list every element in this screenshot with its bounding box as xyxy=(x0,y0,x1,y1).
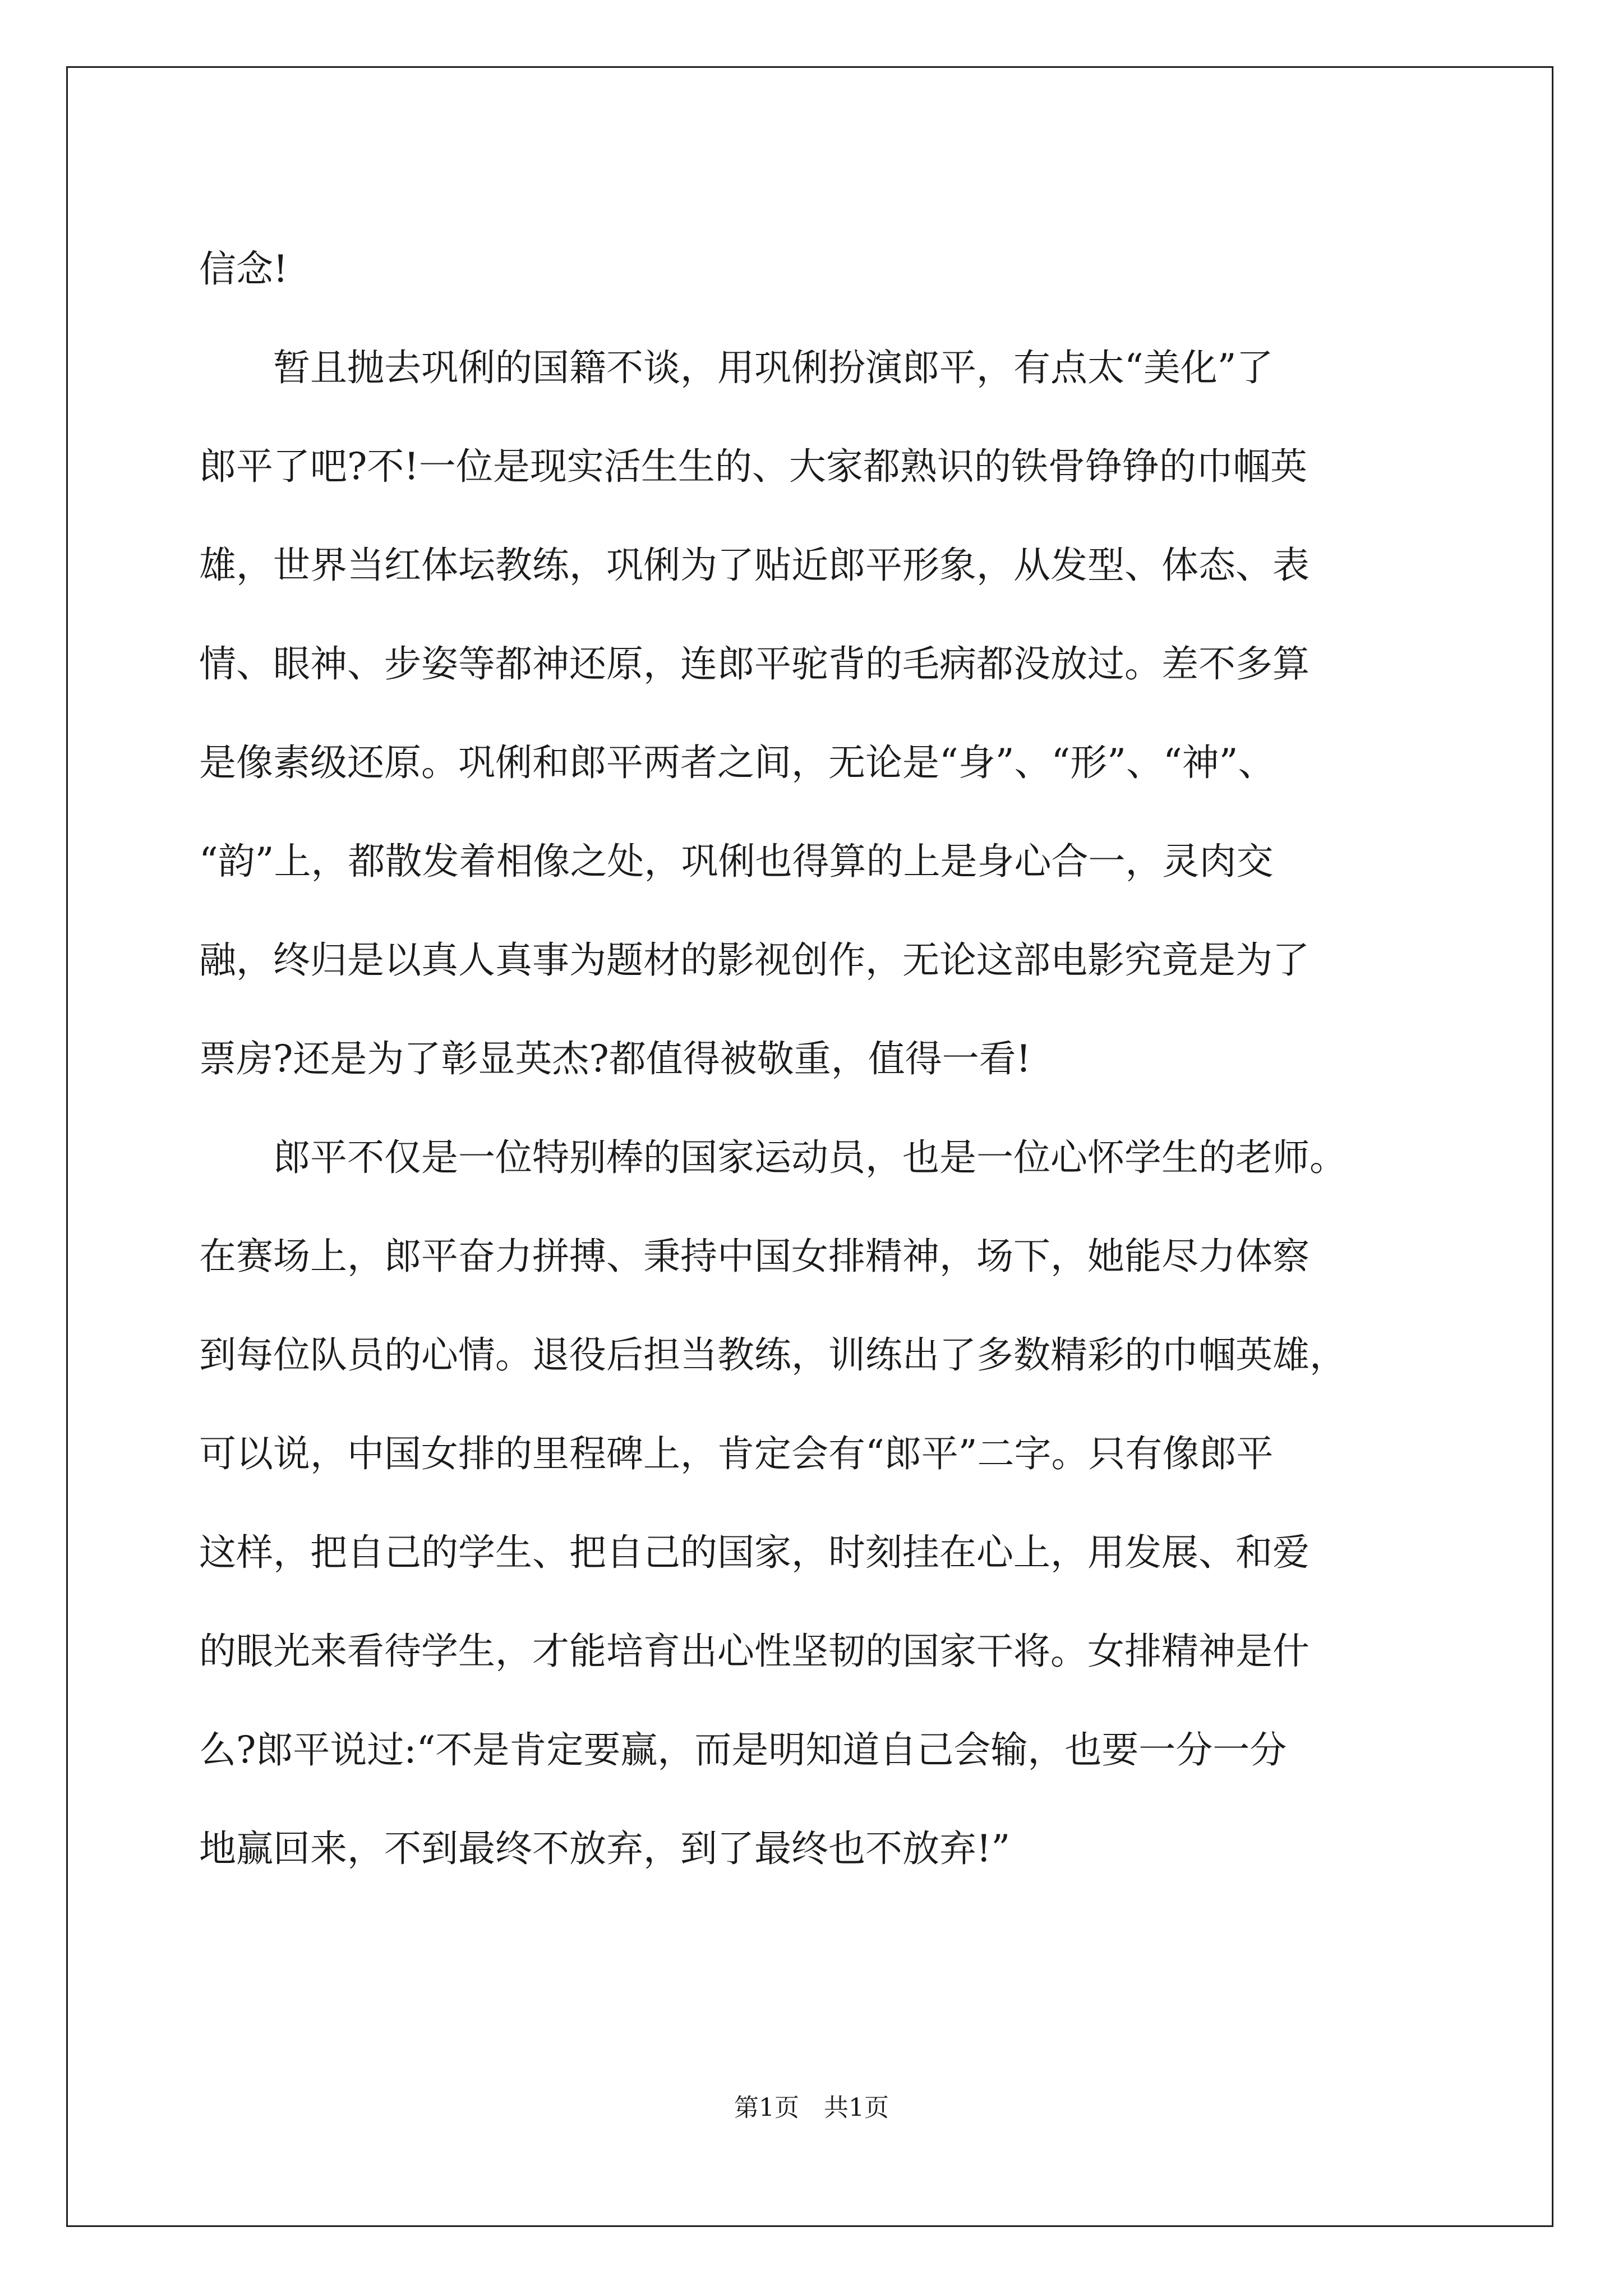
text-line: 这样，把自己的学生、把自己的国家，时刻挂在心上，用发展、和爱 xyxy=(199,1531,1310,1574)
text-line: 可以说，中国女排的里程碑上，肯定会有“郎平”二字。只有像郎平 xyxy=(199,1432,1274,1475)
text-line: 么?郎平说过:“不是肯定要赢，而是明知道自己会输，也要一分一分 xyxy=(199,1728,1287,1772)
text-line: 地赢回来，不到最终不放弃，到了最终也不放弃!” xyxy=(199,1827,1011,1870)
text-line: 雄，世界当红体坛教练，巩俐为了贴近郎平形象，从发型、体态、表 xyxy=(199,544,1310,587)
text-line: 票房?还是为了彰显英杰?都值得被敬重，值得一看! xyxy=(199,1037,1031,1080)
text-line: 融，终归是以真人真事为题材的影视创作，无论这部电影究竟是为了 xyxy=(199,938,1310,982)
text-line: 是像素级还原。巩俐和郎平两者之间，无论是“身”、“形”、“神”、 xyxy=(199,741,1275,784)
text-line: 郎平了吧?不!一位是现实活生生的、大家都熟识的铁骨铮铮的巾帼英 xyxy=(199,445,1307,488)
text-line: 情、眼神、步姿等都神还原，连郎平驼背的毛病都没放过。差不多算 xyxy=(199,642,1310,685)
document-body xyxy=(199,220,1416,1898)
text-line: 的眼光来看待学生，才能培育出心性坚韧的国家干将。女排精神是什 xyxy=(199,1630,1310,1673)
paragraph-start-line: 暂且抛去巩俐的国籍不谈，用巩俐扮演郎平，有点太“美化”了 xyxy=(199,346,1274,389)
text-line: “韵”上，都散发着相像之处，巩俐也得算的上是身心合一，灵肉交 xyxy=(199,840,1274,883)
text-line: 在赛场上，郎平奋力拼搏、秉持中国女排精神，场下，她能尽力体察 xyxy=(199,1235,1310,1278)
text-line: 信念! xyxy=(199,247,288,291)
paragraph-start-line: 郎平不仅是一位特别棒的国家运动员，也是一位心怀学生的老师。 xyxy=(199,1136,1347,1179)
text-line: 到每位队员的心情。退役后担当教练，训练出了多数精彩的巾帼英雄， xyxy=(199,1333,1347,1377)
page-footer: 第1页 共1页 xyxy=(734,2093,889,2122)
